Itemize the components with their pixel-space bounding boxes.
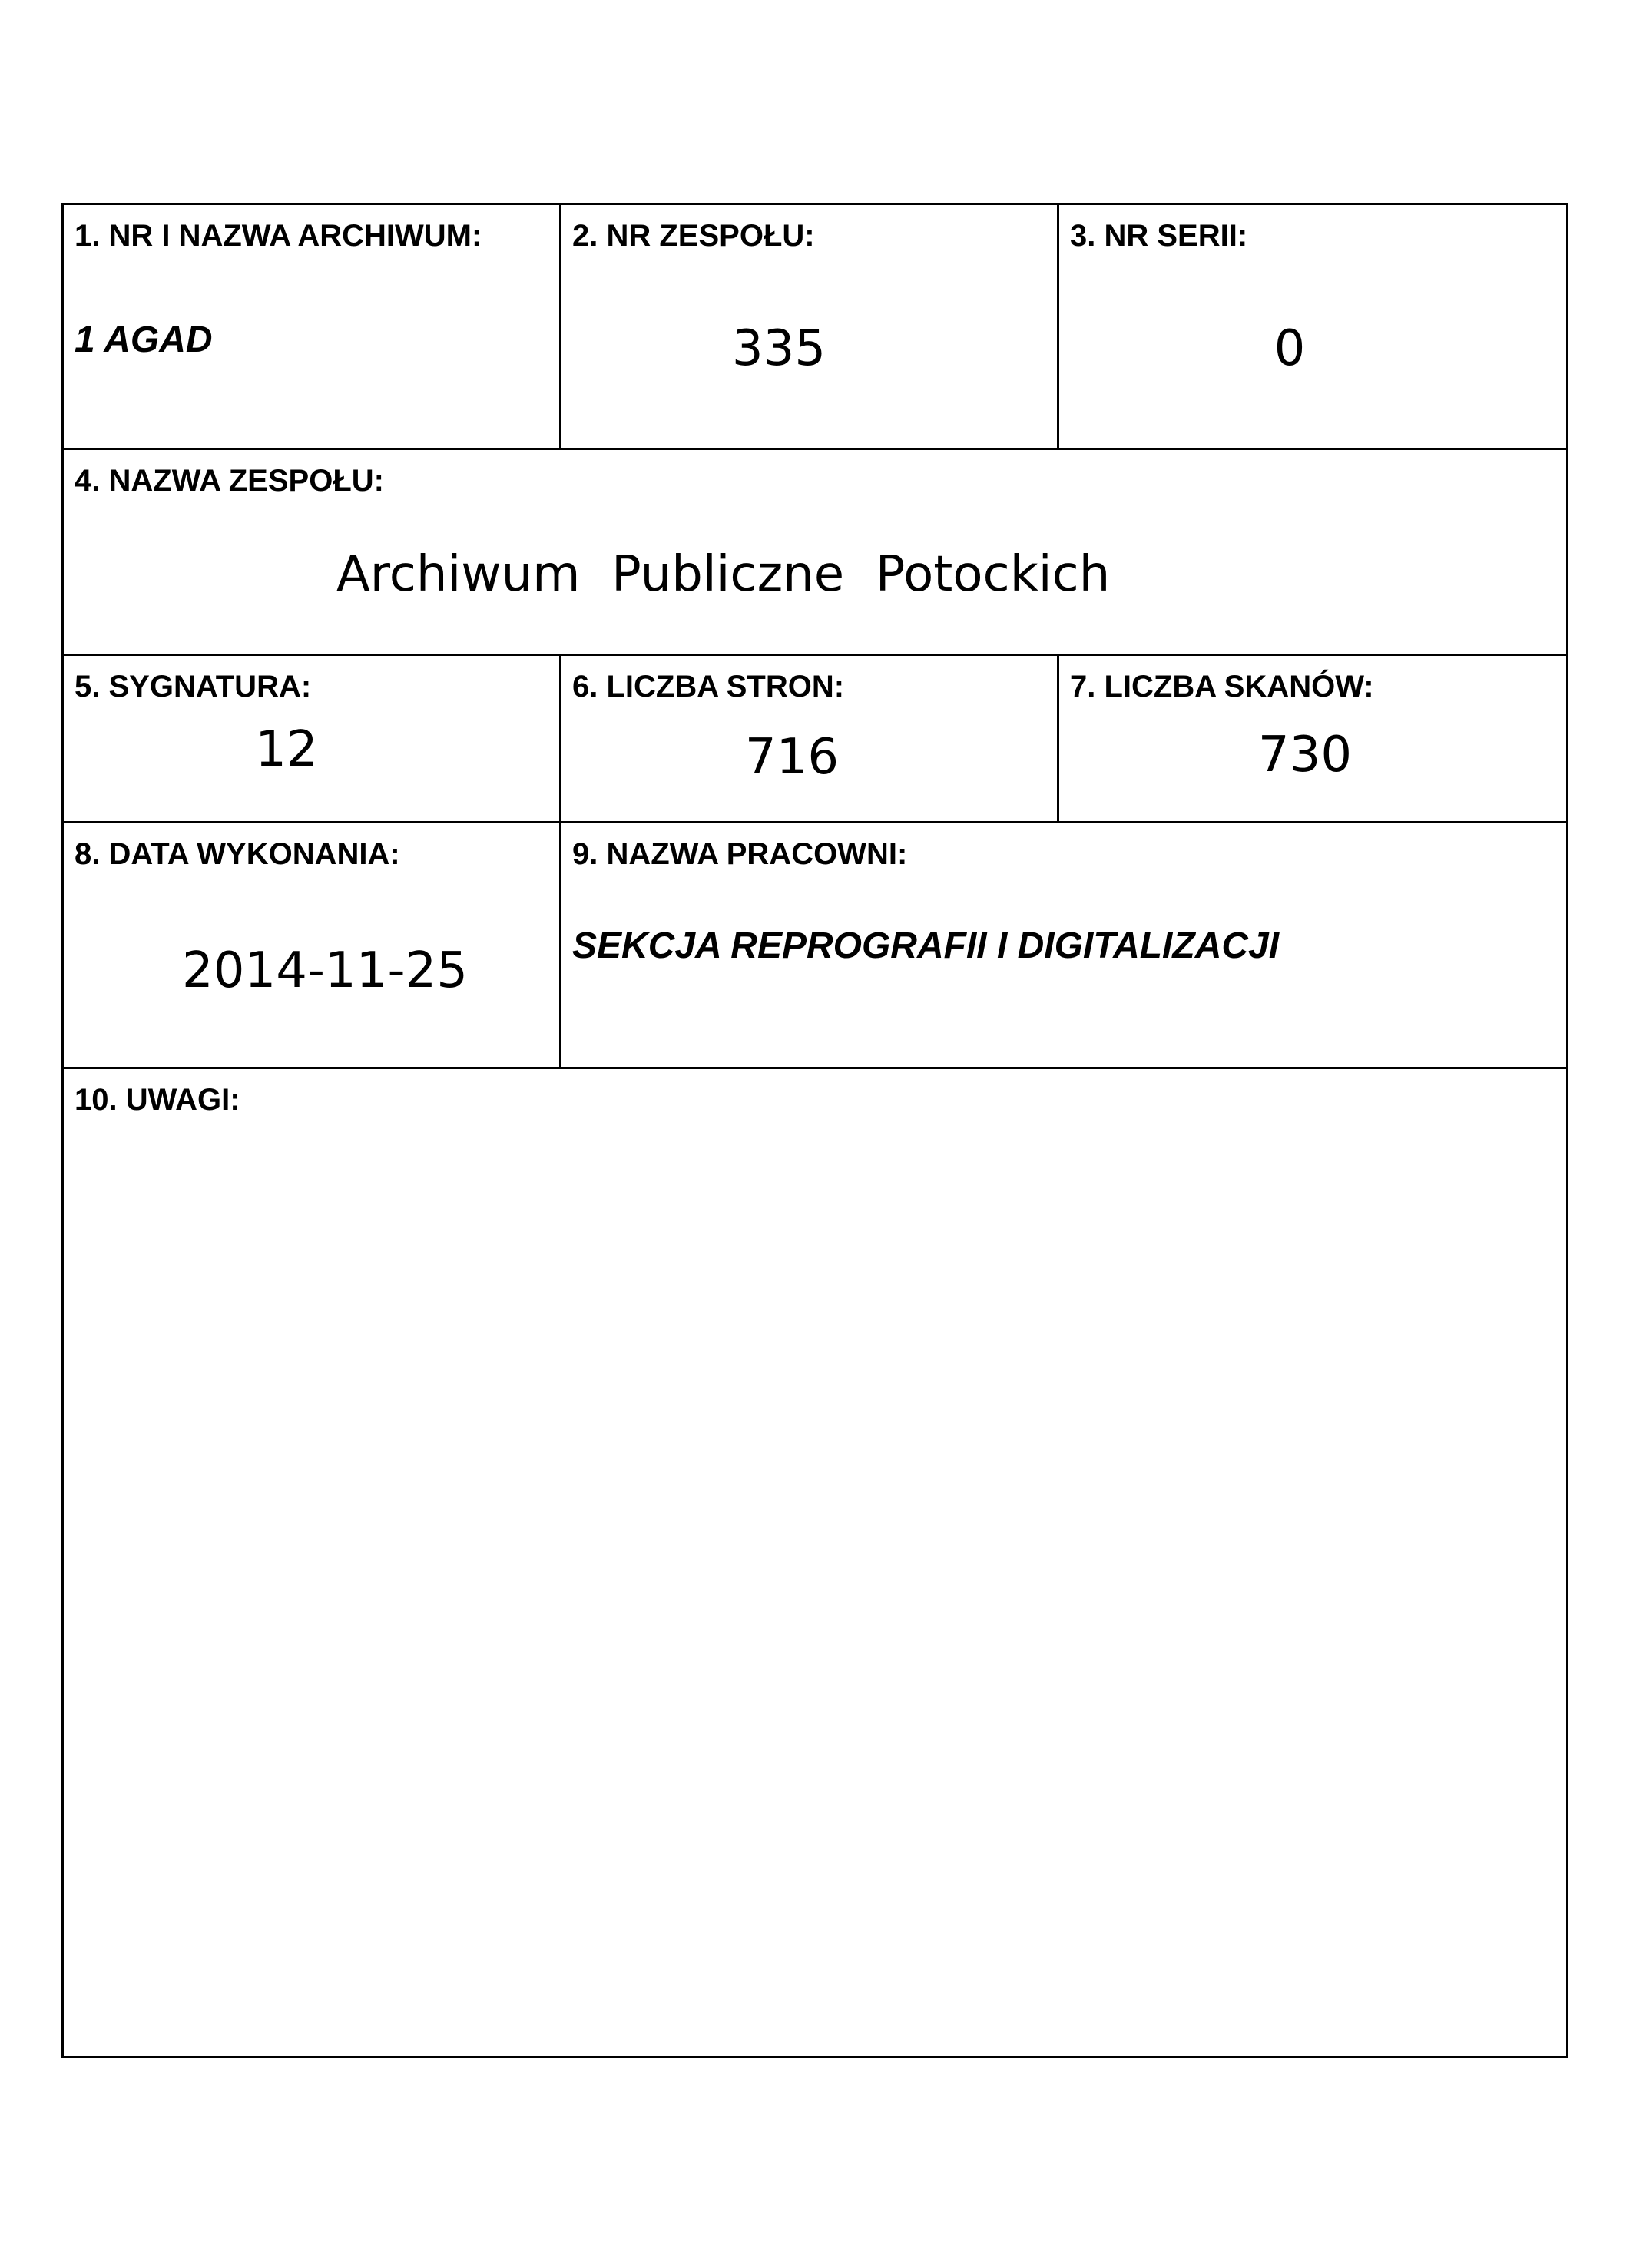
series-number-value: 0: [1274, 320, 1306, 377]
signature-cell: [64, 656, 561, 823]
scan-count-cell: [1059, 656, 1566, 823]
fonds-name-cell: [64, 450, 1566, 656]
series-number-cell: [1059, 205, 1566, 450]
scan-count-label: 7. LICZBA SKANÓW:: [1070, 670, 1374, 704]
workshop-cell: [561, 823, 1566, 1069]
page-count-cell: [561, 656, 1059, 823]
page-count-label: 6. LICZBA STRON:: [572, 670, 845, 704]
metadata-card: [61, 203, 1568, 2058]
archive-cell: [64, 205, 561, 450]
archive-label: 1. NR I NAZWA ARCHIWUM:: [75, 219, 482, 253]
fonds-name-label: 4. NAZWA ZESPOŁU:: [75, 464, 384, 498]
signature-label: 5. SYGNATURA:: [75, 670, 312, 704]
fonds-number-value: 335: [731, 320, 826, 377]
workshop-value: SEKCJA REPROGRAFII I DIGITALIZACJI: [572, 925, 1280, 966]
notes-cell: [64, 1069, 1566, 2056]
page-count-value: 716: [744, 729, 840, 786]
notes-label: 10. UWAGI:: [75, 1083, 240, 1117]
fonds-number-cell: [561, 205, 1059, 450]
workshop-label: 9. NAZWA PRACOWNI:: [572, 837, 908, 871]
date-label: 8. DATA WYKONANIA:: [75, 837, 400, 871]
date-cell: [64, 823, 561, 1069]
date-value: 2014-11-25: [182, 942, 468, 999]
series-number-label: 3. NR SERII:: [1070, 219, 1248, 253]
fonds-number-label: 2. NR ZESPOŁU:: [572, 219, 815, 253]
signature-value: 12: [255, 721, 318, 778]
archive-value: 1 AGAD: [75, 320, 213, 360]
fonds-name-value: Archiwum Publiczne Potockich: [336, 546, 1111, 603]
scan-count-value: 730: [1257, 727, 1353, 783]
